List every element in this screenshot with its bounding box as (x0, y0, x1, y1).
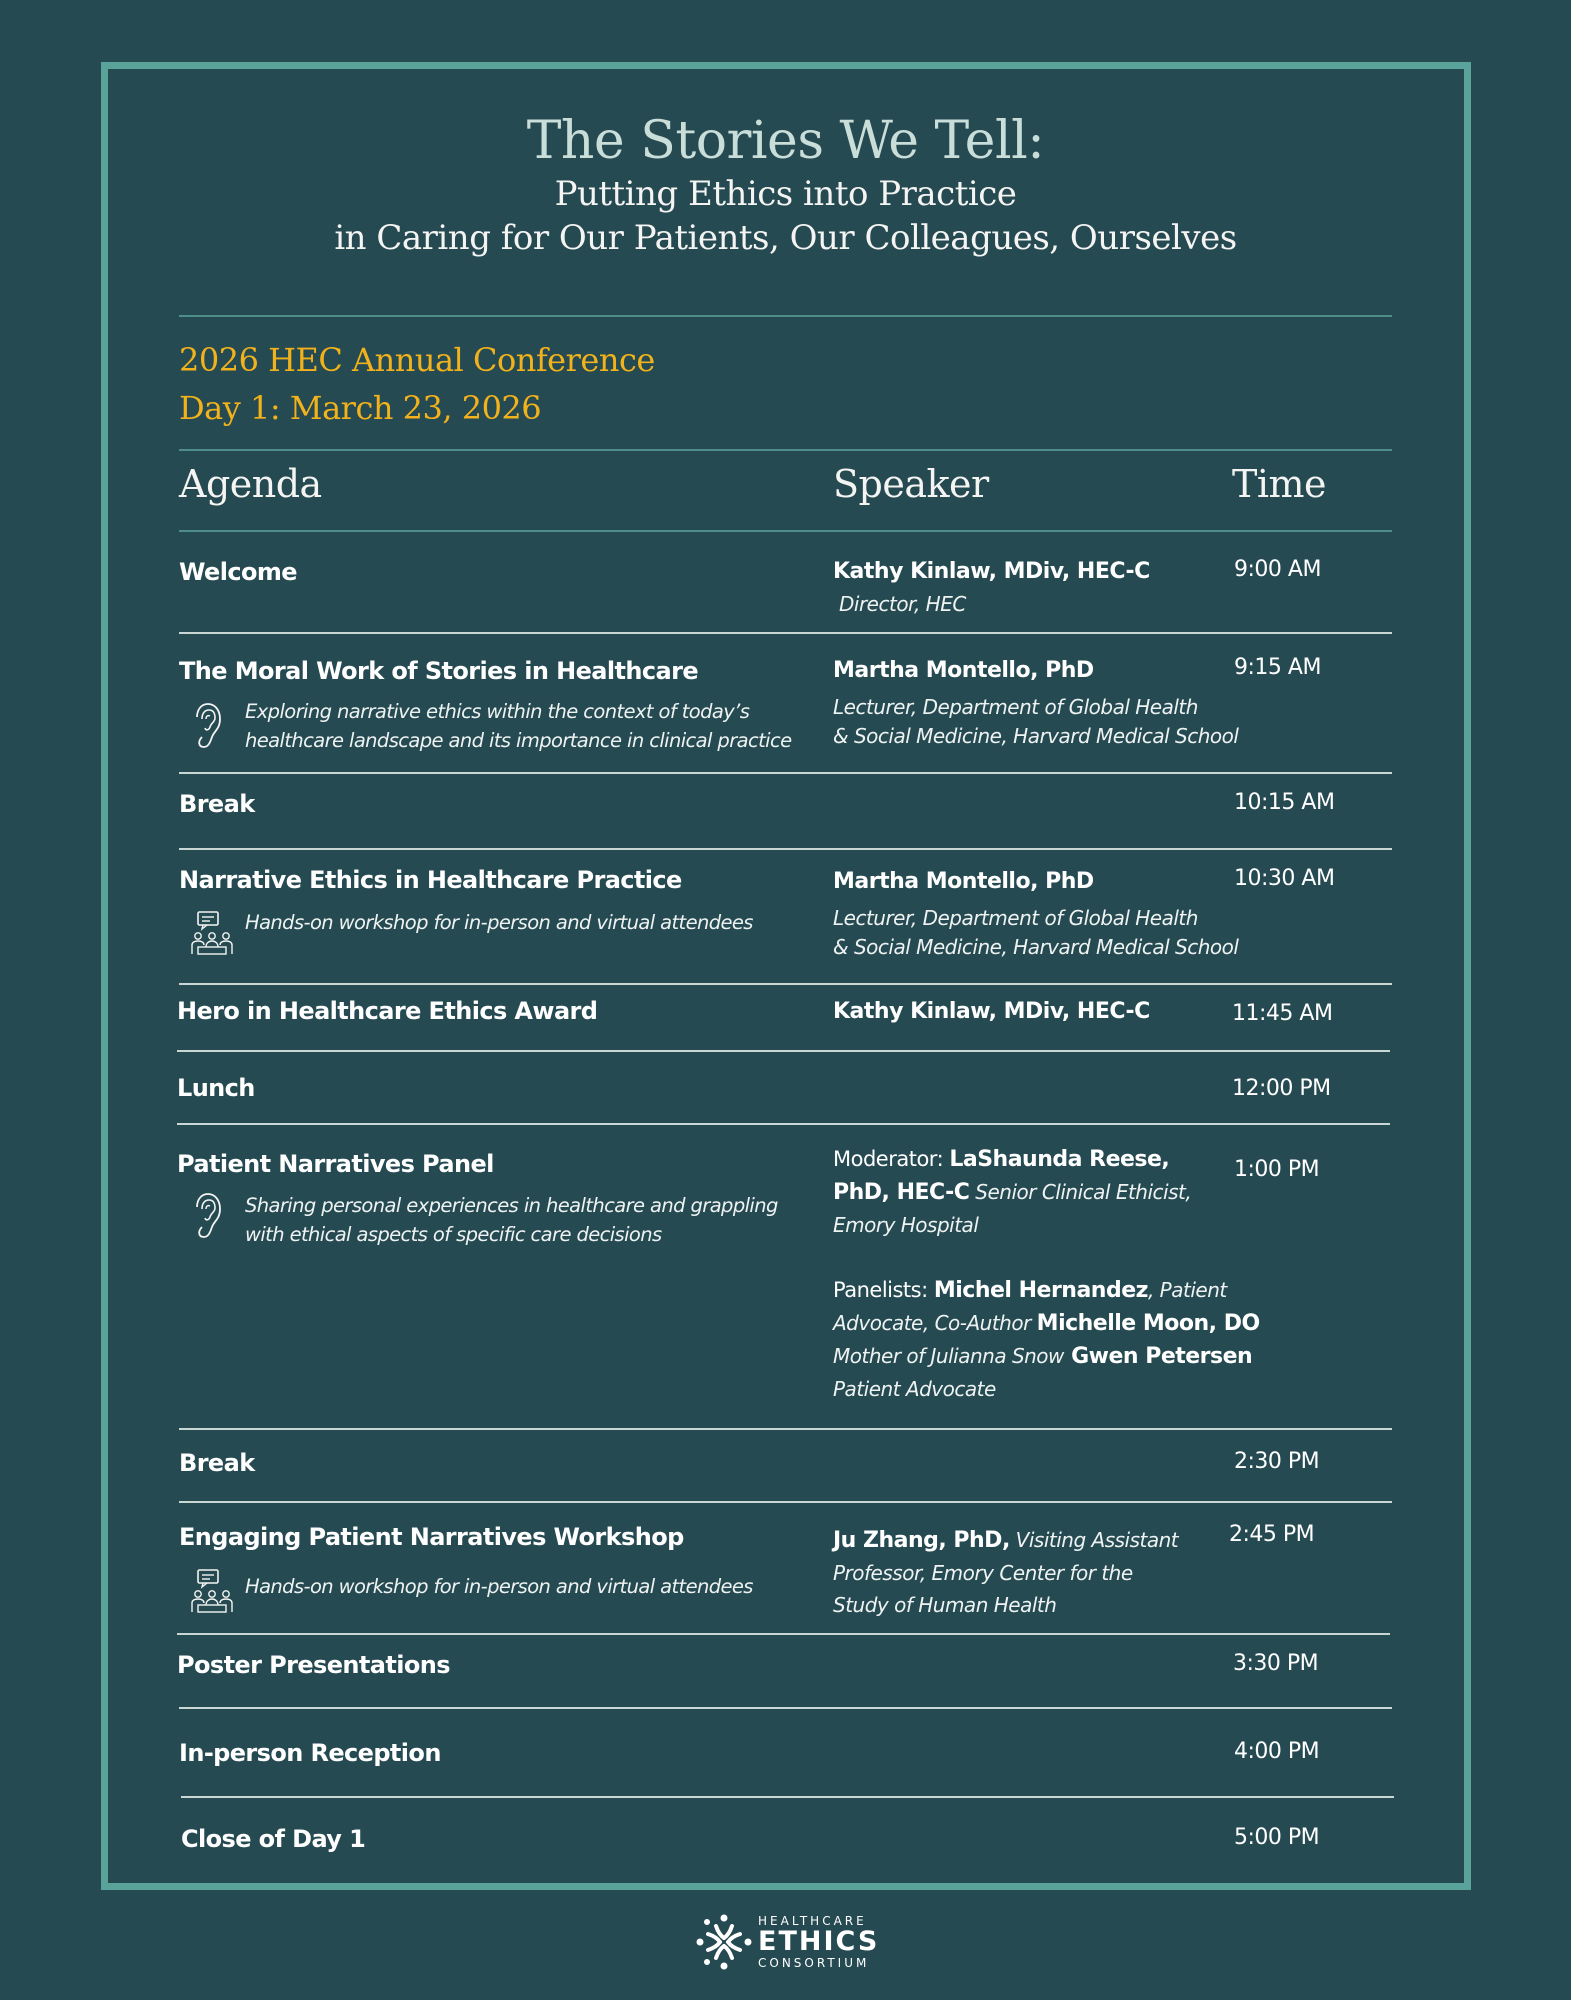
moderator-name: LaShaunda Reese, (949, 1147, 1170, 1172)
speaker (833, 655, 1238, 751)
divider (179, 315, 1392, 317)
column-header-time: Time (1232, 462, 1327, 506)
session-time: 1:00 PM (1234, 1157, 1320, 1182)
panelist-name: Michel Hernandez (933, 1278, 1148, 1303)
row-divider (177, 1633, 1390, 1635)
session-time: 12:00 PM (1232, 1076, 1331, 1101)
agenda-title: In-person Reception (179, 1739, 441, 1767)
conference-info (179, 336, 655, 432)
column-header-agenda: Agenda (179, 462, 322, 506)
session-time: 9:00 AM (1234, 557, 1321, 582)
row-divider (177, 1050, 1390, 1052)
agenda-title: Patient Narratives Panel (177, 1150, 494, 1178)
agenda-title: Welcome (179, 558, 297, 586)
agenda-title: Break (179, 1449, 255, 1477)
panel-moderator: Moderator: LaShaunda Reese, PhD, HEC-C Senior Clinical Ethicist, Emory Hospital (833, 1147, 1192, 1237)
agenda-title: The Moral Work of Stories in Healthcare (179, 657, 698, 685)
page-header (0, 110, 1571, 260)
session-time: 4:00 PM (1234, 1739, 1320, 1764)
page-subtitle-line2: in Caring for Our Patients, Our Colleagues, Ourselves (334, 218, 1237, 258)
session-time: 10:30 AM (1234, 866, 1335, 891)
session-time: 5:00 PM (1234, 1825, 1320, 1850)
page-subtitle-line1: Putting Ethics into Practice (554, 174, 1017, 214)
row-divider (181, 1796, 1394, 1798)
agenda-title: Poster Presentations (177, 1651, 450, 1679)
speaker (833, 866, 1238, 962)
moderator-role: Senior Clinical Ethicist, (969, 1180, 1192, 1204)
speaker-role: Visiting Assistant (1009, 1528, 1179, 1552)
logo-text: HEALTHCARE ETHICS CONSORTIUM (758, 1914, 880, 1970)
row-divider (179, 1428, 1392, 1430)
divider (179, 449, 1392, 451)
agenda-title: Hero in Healthcare Ethics Award (177, 997, 598, 1025)
row-divider (179, 772, 1392, 774)
speaker-role: Lecturer, Department of Global Health (833, 906, 1198, 930)
speaker-name: Kathy Kinlaw, MDiv, HEC-C (833, 559, 1150, 584)
page-title: The Stories We Tell: (526, 111, 1045, 171)
agenda-title: Break (179, 790, 255, 818)
speaker-role: & Social Medicine, Harvard Medical School (833, 724, 1239, 748)
row-divider (179, 632, 1392, 634)
column-header-speaker: Speaker (833, 462, 989, 506)
agenda-title: Lunch (177, 1074, 255, 1102)
agenda-title: Engaging Patient Narratives Workshop (179, 1523, 684, 1551)
ear-icon (194, 701, 226, 749)
speaker-name: Kathy Kinlaw, MDiv, HEC-C (833, 999, 1150, 1024)
panelist-name: Michelle Moon, DO (1036, 1311, 1260, 1336)
session-time: 11:45 AM (1232, 1001, 1333, 1026)
panel-panelists: Panelists: Michel Hernandez, Patient Advocate, Co-Author Michelle Moon, DO Mother of Julianna Snow Gwen Petersen Patient Advocate (833, 1278, 1260, 1401)
workshop-group-icon (190, 1568, 234, 1614)
speaker-name: Martha Montello, PhD (833, 658, 1094, 683)
speaker (833, 556, 1150, 620)
agenda-title: Close of Day 1 (181, 1825, 366, 1853)
consortium-emblem-icon (694, 1912, 754, 1972)
divider (179, 530, 1392, 532)
speaker-name: Ju Zhang, PhD, (833, 1528, 1010, 1553)
row-divider (177, 1123, 1390, 1125)
workshop-group-icon (190, 910, 234, 956)
speaker-role: Lecturer, Department of Global Health (833, 695, 1198, 719)
agenda-title: Narrative Ethics in Healthcare Practice (179, 866, 682, 894)
session-time: 3:30 PM (1233, 1651, 1319, 1676)
speaker-name: Martha Montello, PhD (833, 869, 1094, 894)
session-time: 10:15 AM (1234, 790, 1335, 815)
panelist-name: Gwen Petersen (1063, 1344, 1253, 1369)
row-divider (179, 848, 1392, 850)
row-divider (179, 1501, 1392, 1503)
conference-name: 2026 HEC Annual Conference (179, 341, 655, 379)
session-description: Hands-on workshop for in-person and virtual attendees (245, 1575, 753, 1598)
session-description: Sharing personal experiences in healthcare and grappling with ethical aspects of specific care decisions (245, 1194, 778, 1246)
speaker (833, 996, 1150, 1028)
speaker-role: Director, HEC (839, 592, 966, 616)
speaker-role: & Social Medicine, Harvard Medical School (833, 935, 1239, 959)
ear-icon (194, 1191, 226, 1239)
session-description: Exploring narrative ethics within the context of today’s healthcare landscape and its importance in clinical practice (245, 700, 792, 752)
session-time: 2:45 PM (1229, 1522, 1315, 1547)
row-divider (179, 983, 1392, 985)
row-divider (179, 1707, 1392, 1709)
session-time: 9:15 AM (1234, 655, 1321, 680)
session-time: 2:30 PM (1234, 1449, 1320, 1474)
healthcare-ethics-consortium-logo (694, 1910, 884, 1974)
speaker: Ju Zhang, PhD, Visiting Assistant Professor, Emory Center for the Study of Human Health (833, 1528, 1179, 1617)
conference-day: Day 1: March 23, 2026 (179, 389, 542, 427)
session-description: Hands-on workshop for in-person and virtual attendees (245, 911, 753, 934)
